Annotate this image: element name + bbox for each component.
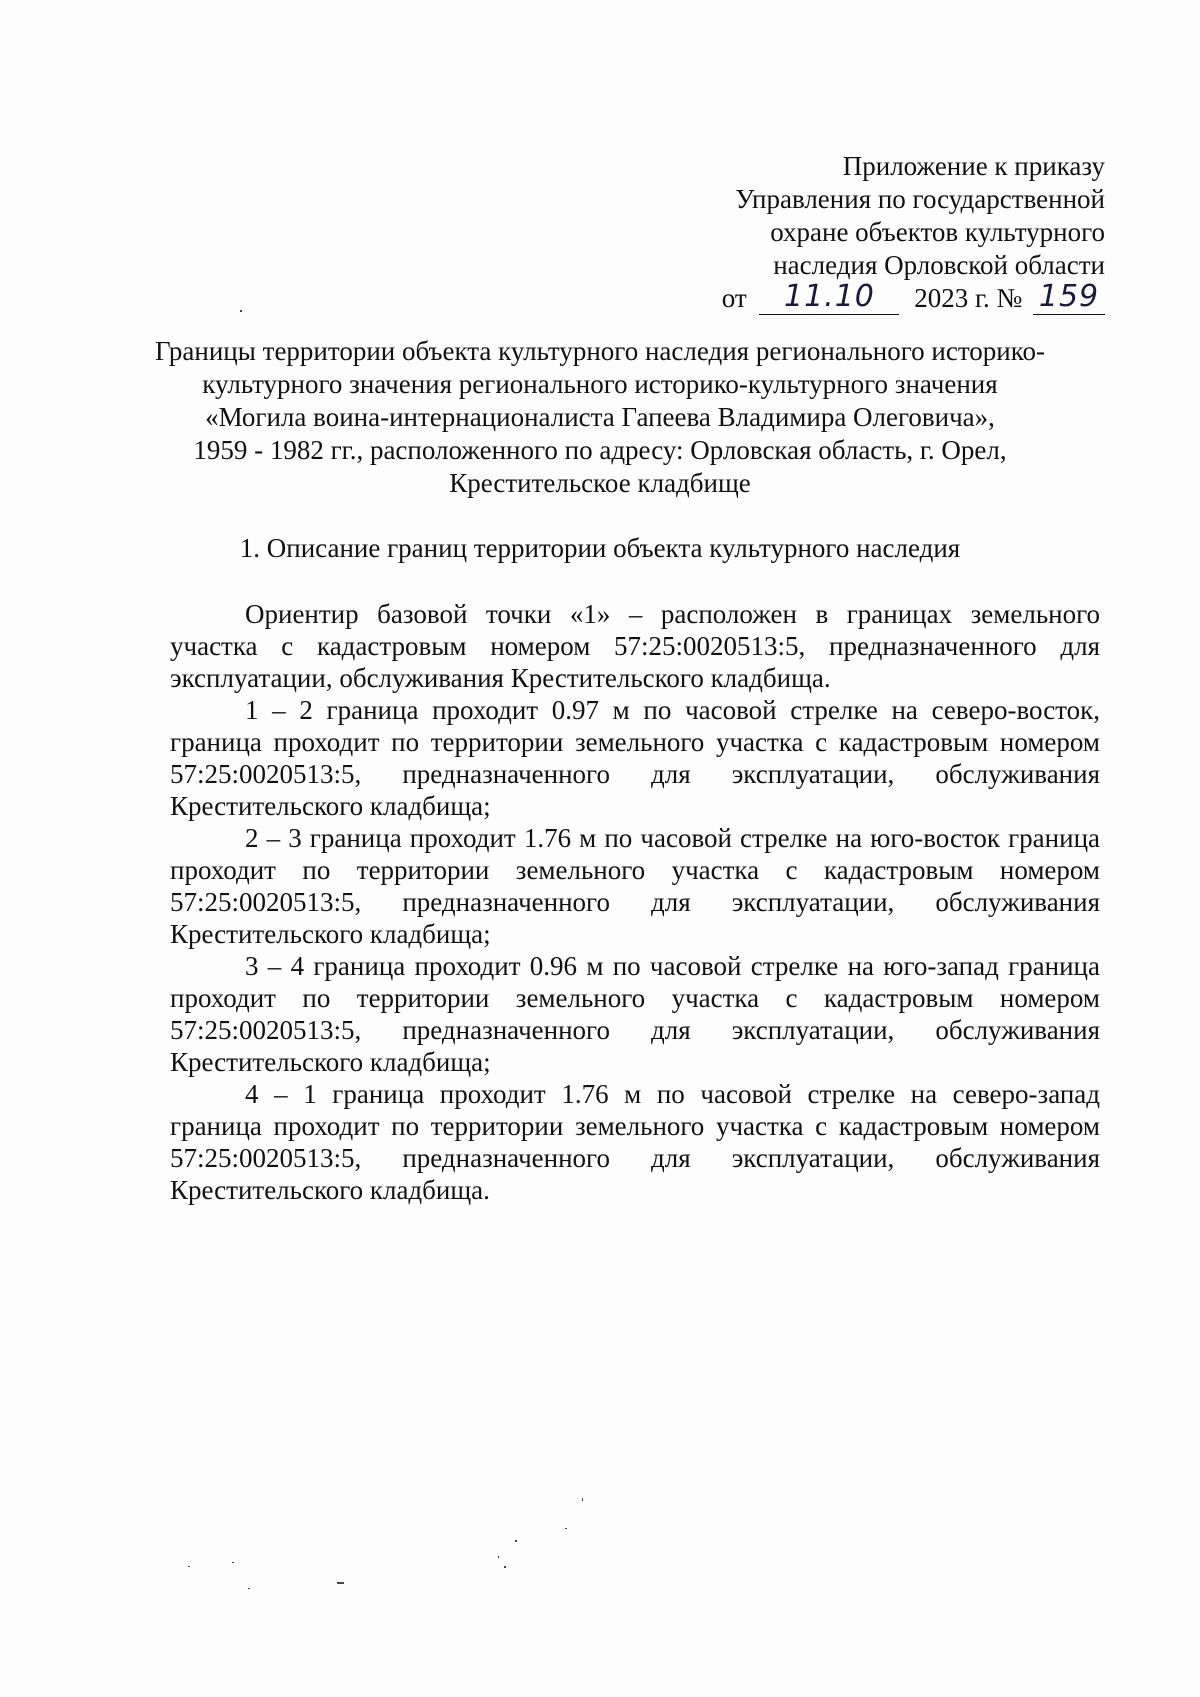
scan-speck — [504, 1566, 506, 1568]
order-number-field — [1033, 279, 1105, 315]
header-line-1: Приложение к приказу — [842, 151, 1105, 181]
paragraph-base-point: Ориентир базовой точки «1» – расположен в границах земельного участка с кадастровым номером 57:25:0020513:5, предназначенного для эксплуатации, обслуживания Крестительского кладбища. — [170, 599, 1100, 693]
paragraph-segment-4-1: 4 – 1 граница проходит 1.76 м по часовой стрелке на северо-запад граница проходит по территории земельного участка с кадастровым номером 57:25:0020513:5, предназначенного для эксплуатации, обслуживания Крестительского кладбища. — [170, 1079, 1100, 1205]
scan-speck — [515, 1540, 517, 1542]
title-line-4: 1959 - 1982 гг., расположенного по адресу: Орловская область, г. Орел, — [193, 435, 1007, 465]
order-appendix-header — [675, 150, 1105, 315]
paragraph-segment-3-4: 3 – 4 граница проходит 0.96 м по часовой стрелке на юго-запад граница проходит по территории земельного участка с кадастровым номером 57:25:0020513:5, предназначенного для эксплуатации, обслуживания Крестительского кладбища; — [170, 951, 1100, 1077]
order-date-line — [675, 279, 1105, 315]
date-prefix: от — [721, 283, 747, 313]
header-line-2: Управления по государственной — [735, 184, 1105, 214]
paragraph-segment-2-3: 2 – 3 граница проходит 1.76 м по часовой стрелке на юго-восток граница проходит по территории земельного участка с кадастровым номером 57:25:0020513:5, предназначенного для эксплуатации, обслуживания Крестительского кладбища; — [170, 823, 1100, 949]
title-line-3: «Могила воина-интернационалиста Гапеева Владимира Олеговича», — [205, 402, 995, 432]
order-year-label: 2023 г. № — [914, 283, 1023, 313]
scan-speck — [498, 1556, 499, 1558]
title-line-1: Границы территории объекта культурного наследия регионального историко- — [155, 336, 1045, 366]
order-date-handwritten: 11.10 — [784, 279, 875, 314]
scan-speck — [188, 1566, 190, 1567]
header-line-4: наследия Орловской области — [773, 250, 1105, 280]
scan-speck — [240, 310, 242, 312]
boundary-description — [170, 598, 1100, 1206]
order-date-field — [759, 279, 899, 315]
title-line-2: культурного значения регионального историко-культурного значения — [202, 369, 998, 399]
paragraph-segment-1-2: 1 – 2 граница проходит 0.97 м по часовой стрелке на северо-восток, граница проходит по территории земельного участка с кадастровым номером 57:25:0020513:5, предназначенного для эксплуатации, обслуживания Крестительского кладбища; — [170, 695, 1100, 821]
section-heading: 1. Описание границ территории объекта культурного наследия — [239, 533, 961, 563]
scan-speck — [582, 1498, 583, 1501]
title-line-5: Крестительское кладбище — [449, 468, 751, 498]
scan-speck — [232, 1562, 234, 1563]
order-number-handwritten: 159 — [1038, 279, 1100, 314]
document-title — [130, 335, 1070, 500]
header-line-3: охране объектов культурного — [770, 217, 1105, 247]
scan-speck — [337, 1582, 344, 1584]
scan-speck — [565, 1528, 567, 1529]
scan-speck — [248, 1588, 250, 1589]
